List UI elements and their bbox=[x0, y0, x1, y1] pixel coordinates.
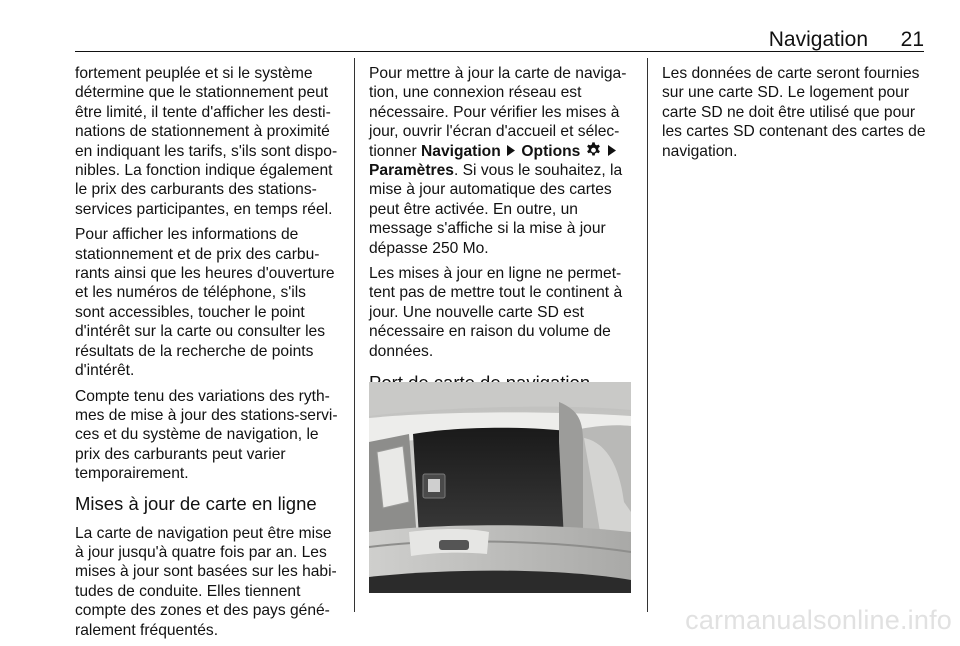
section-heading: Mises à jour de carte en ligne bbox=[75, 492, 317, 514]
text-line: d'intérêt. bbox=[75, 362, 135, 380]
text-line: rants ainsi que les heures d'ouverture bbox=[75, 265, 335, 283]
paragraph bbox=[75, 524, 338, 640]
text-line: et les numéros de téléphone, s'ils bbox=[75, 284, 306, 302]
text-line: La carte de navigation peut être mise bbox=[75, 524, 332, 542]
text-line: détermine que le stationnement peut bbox=[75, 84, 329, 102]
text-line: nécessaire en raison du volume de bbox=[369, 323, 611, 341]
text-line: fortement peuplée et si le système bbox=[75, 65, 313, 82]
text-line: être limité, il tente d'afficher les desti- bbox=[75, 103, 331, 121]
text-line: prix des carburants peut varier bbox=[75, 445, 286, 463]
console-illustration bbox=[369, 382, 631, 593]
text-line: tent pas de mettre tout le continent à bbox=[369, 284, 623, 302]
text-line: carte SD ne doit être utilisé que pour bbox=[662, 103, 916, 121]
page-number: 21 bbox=[900, 28, 924, 51]
menu-path-options: Options bbox=[521, 142, 581, 160]
text-line: mes de mise à jour des stations-servi- bbox=[75, 406, 338, 424]
text-line: navigation. bbox=[662, 142, 738, 160]
text-line: nibles. La fonction indique également bbox=[75, 162, 333, 180]
text-line: peut être activée. En outre, un bbox=[369, 200, 578, 218]
text-line: mise à jour automatique des cartes bbox=[369, 181, 612, 199]
paragraph: Pour mettre à jour la carte de naviga- tion, une connexion réseau est nécessaire. Pour vérifier les mises à jour, ouvrir l'écran d'accueil et sélec- tionner Navigation Options Paramètres. Si vous le souhaitez, la mise à jour automatique des cartes peut être activée. En outre, un message s'affiche si la mise à jour dépasse 250 Mo. bbox=[369, 65, 627, 257]
text-line: stationnement et de prix des carbu- bbox=[75, 245, 320, 263]
text-line: temporairement. bbox=[75, 465, 189, 483]
section-title: Navigation bbox=[768, 28, 868, 51]
text-line: tudes de conduite. Elles tiennent bbox=[75, 582, 301, 600]
text-line: Pour afficher les informations de bbox=[75, 226, 299, 244]
text-line: nations de stationnement à proximité bbox=[75, 123, 330, 141]
text-line: résultats de la recherche de points bbox=[75, 342, 314, 360]
gear-icon bbox=[585, 142, 602, 159]
paragraph bbox=[75, 225, 338, 380]
column-2 bbox=[369, 64, 626, 403]
paragraph bbox=[662, 64, 926, 161]
menu-path-navigation: Navigation bbox=[421, 142, 501, 160]
text-line: Les mises à jour en ligne ne permet- bbox=[369, 265, 622, 283]
text-line: Les données de carte seront fournies bbox=[662, 65, 920, 82]
text-line: dépasse 250 Mo. bbox=[369, 239, 489, 257]
text-line: jour, ouvrir l'écran d'accueil et sélec- bbox=[369, 123, 620, 141]
header-divider bbox=[75, 51, 924, 52]
text-line: données. bbox=[369, 342, 434, 360]
menu-arrow-icon bbox=[606, 144, 618, 157]
watermark: carmanualsonline.info bbox=[685, 605, 952, 635]
text-line: ces et du système de navigation, le bbox=[75, 426, 319, 444]
text-line: nécessaire. Pour vérifier les mises à bbox=[369, 103, 620, 121]
text-line: services participantes, en temps réel. bbox=[75, 200, 333, 218]
text-line: en indiquant les tarifs, s'ils sont dispo- bbox=[75, 142, 338, 160]
text-line: mises à jour sont basées sur les habi- bbox=[75, 563, 337, 581]
sd-card-slot-photo bbox=[369, 382, 631, 593]
paragraph bbox=[75, 387, 338, 484]
menu-arrow-icon bbox=[505, 144, 517, 157]
text-line: Pour mettre à jour la carte de naviga- bbox=[369, 65, 627, 82]
text-line: ralement fréquentés. bbox=[75, 621, 219, 639]
text-line: les cartes SD contenant des cartes de bbox=[662, 123, 926, 141]
text-line: d'intérêt sur la carte ou consulter les bbox=[75, 323, 326, 341]
paragraph bbox=[369, 264, 626, 361]
column-3 bbox=[662, 64, 926, 167]
column-1 bbox=[75, 64, 338, 646]
menu-path-parametres: Paramètres bbox=[369, 162, 454, 180]
text-line: jour. Une nouvelle carte SD est bbox=[369, 303, 584, 321]
text-line: Compte tenu des variations des ryth- bbox=[75, 387, 330, 405]
text-line: sur une carte SD. Le logement pour bbox=[662, 84, 910, 102]
text-line: sont accessibles, toucher le point bbox=[75, 303, 305, 321]
text-line: le prix des carburants des stations- bbox=[75, 181, 317, 199]
paragraph bbox=[75, 64, 338, 219]
column-divider-2 bbox=[647, 58, 648, 612]
text-line: compte des zones et des pays géné- bbox=[75, 602, 330, 620]
column-divider-1 bbox=[354, 58, 355, 612]
text-line: message s'affiche si la mise à jour bbox=[369, 220, 606, 238]
text-line: à jour jusqu'à quatre fois par an. Les bbox=[75, 543, 327, 561]
text-line: tion, une connexion réseau est bbox=[369, 84, 582, 102]
